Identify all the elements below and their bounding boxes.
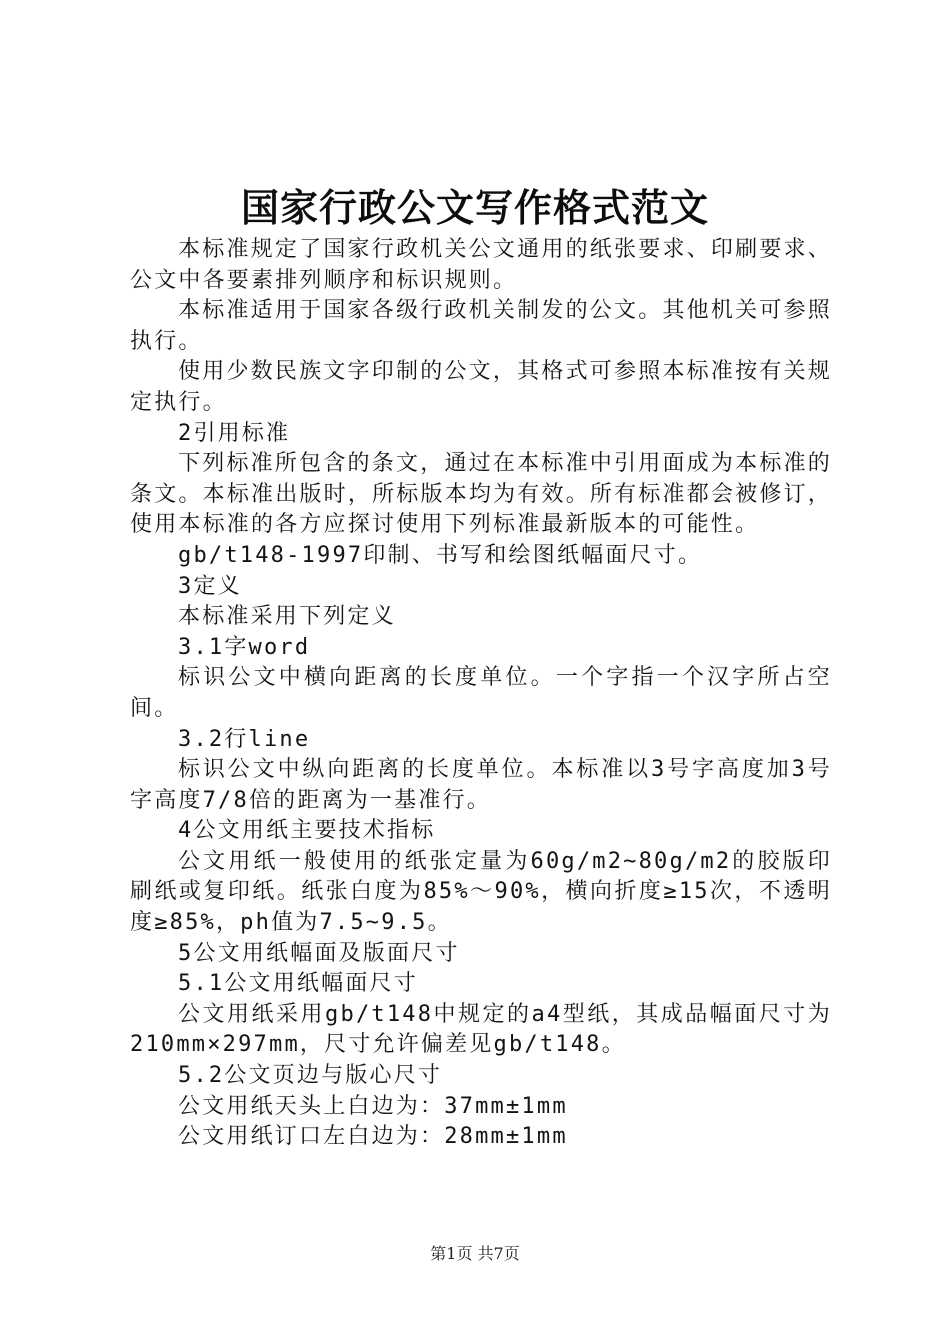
document-body [130,235,832,1153]
paragraph: 公文用纸采用gb/t148中规定的a4型纸，其成品幅面尺寸为210mm×297mm，尺寸允许偏差见gb/t148。 [130,1001,832,1058]
paragraph: 公文用纸订口左白边为：28mm±1mm [178,1124,568,1150]
paragraph: 本标准规定了国家行政机关公文通用的纸张要求、印刷要求、公文中各要素排列顺序和标识规则。 [130,237,832,293]
subsection-heading: 3.1字word [178,634,311,660]
paragraph: 使用少数民族文字印制的公文，其格式可参照本标准按有关规定执行。 [130,359,832,415]
subsection-heading: 5.1公文用纸幅面尺寸 [178,971,418,997]
paragraph: 标识公文中横向距离的长度单位。一个字指一个汉字所占空间。 [130,665,832,721]
paragraph: 本标准采用下列定义 [178,604,396,630]
document-title: 国家行政公文写作格式范文 [240,185,709,230]
section-heading: 4公文用纸主要技术指标 [178,818,436,844]
section-heading: 3定义 [178,573,242,599]
paragraph: 公文用纸天头上白边为：37mm±1mm [178,1093,568,1119]
paragraph: gb/t148-1997印制、书写和绘图纸幅面尺寸。 [178,542,703,568]
section-heading: 5公文用纸幅面及版面尺寸 [178,940,460,966]
subsection-heading: 5.2公文页边与版心尺寸 [178,1063,443,1089]
subsection-heading: 3.2行line [178,726,311,752]
paragraph: 标识公文中纵向距离的长度单位。本标准以3号字高度加3号字高度7/8倍的距离为一基准行。 [130,757,832,813]
section-heading: 2引用标准 [178,420,291,446]
paragraph: 下列标准所包含的条文，通过在本标准中引用面成为本标准的条文。本标准出版时，所标版本均为有效。所有标准都会被修订，使用本标准的各方应探讨使用下列标准最新版本的可能性。 [130,451,832,538]
paragraph: 本标准适用于国家各级行政机关制发的公文。其他机关可参照执行。 [130,298,832,354]
paragraph: 公文用纸一般使用的纸张定量为60g/m2~80g/m2的胶版印刷纸或复印纸。纸张白度为85%～90%，横向折度≥15次，不透明度≥85%，ph值为7.5~9.5。 [130,848,832,936]
page-number-footer: 第1页 共7页 [430,1244,520,1263]
